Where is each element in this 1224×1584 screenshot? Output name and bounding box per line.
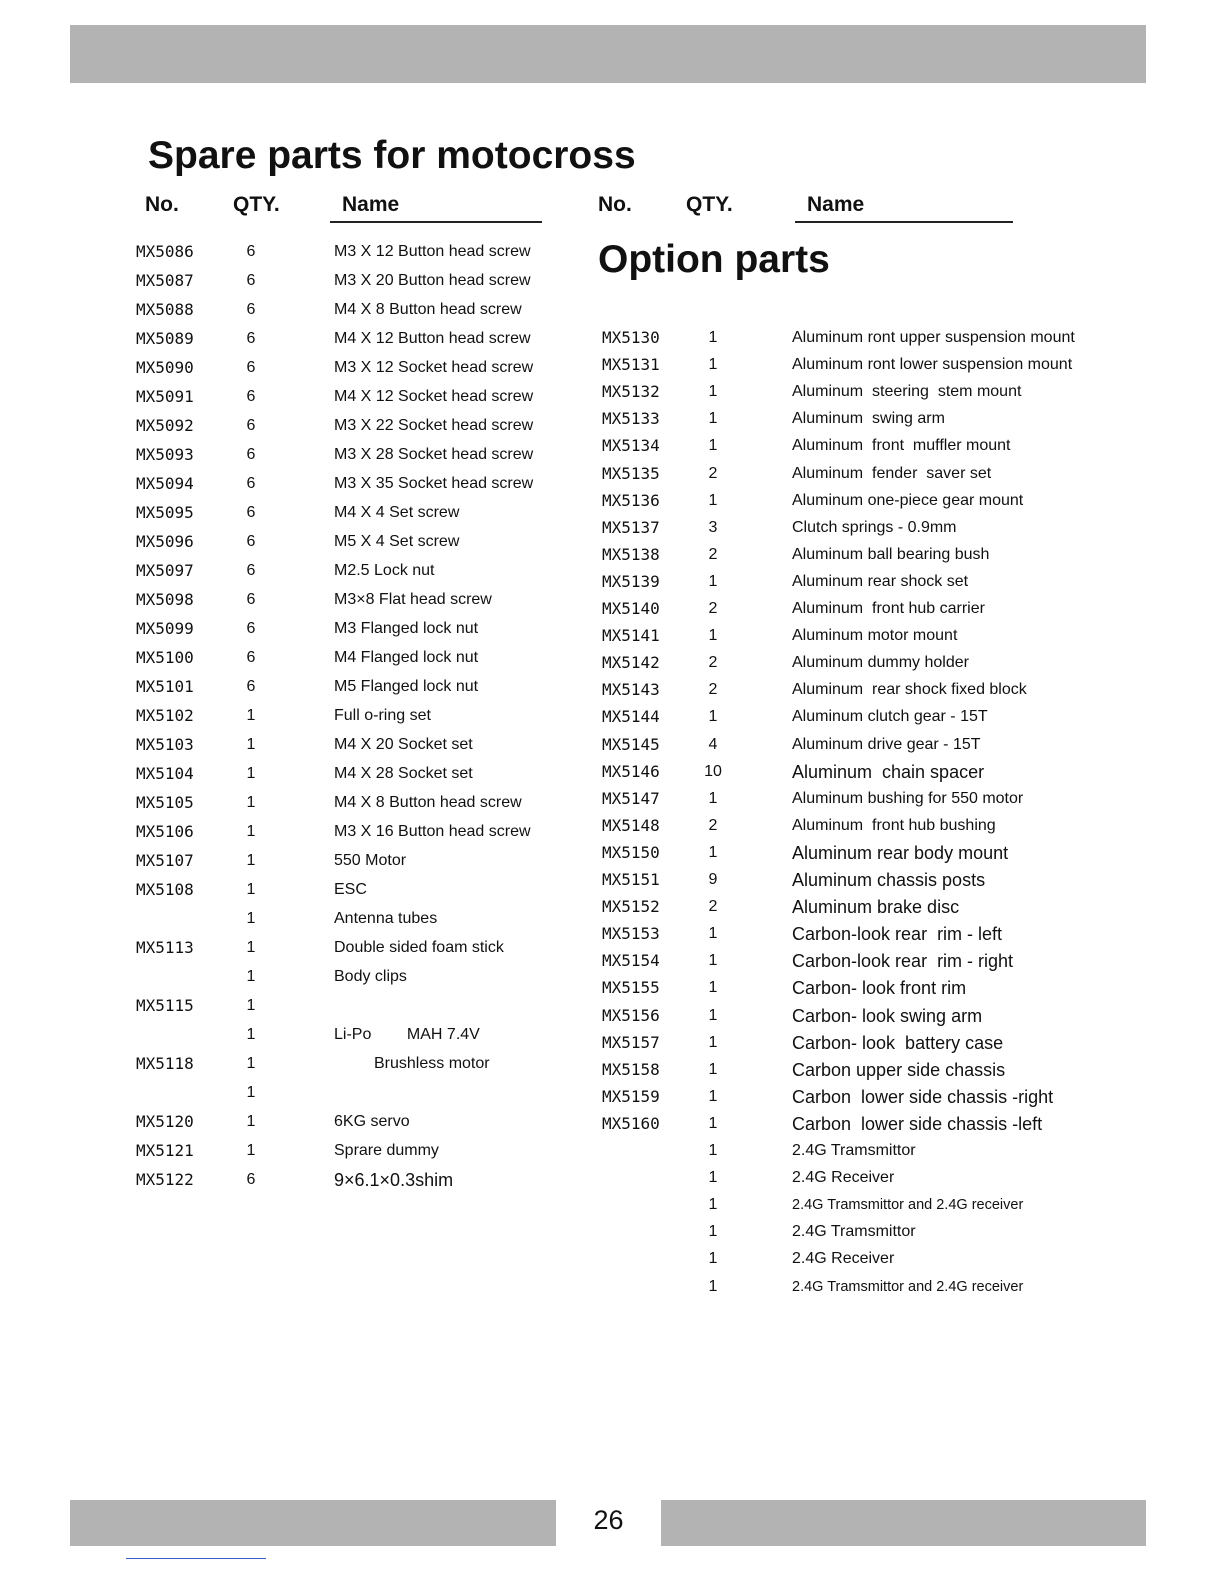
page-number: 26 [593, 1505, 624, 1535]
part-name: Aluminum swing arm [792, 410, 945, 428]
part-name: Aluminum brake disc [792, 897, 960, 918]
part-name: Aluminum chain spacer [792, 761, 985, 782]
part-quantity: 1 [246, 794, 256, 811]
option-part-row [602, 949, 1122, 973]
spare-part-row [136, 501, 656, 525]
part-name: M5 X 4 Set screw [334, 533, 460, 550]
part-quantity: 6 [246, 475, 256, 492]
part-number: MX5097 [136, 561, 194, 580]
part-quantity: 4 [708, 735, 718, 753]
part-quantity: 2 [708, 816, 718, 834]
part-number: MX5087 [136, 271, 194, 290]
part-number: MX5107 [136, 851, 194, 870]
part-number: MX5135 [602, 463, 660, 483]
part-quantity: 6 [246, 272, 256, 289]
part-name: Aluminum ront upper suspension mount [792, 329, 1075, 346]
part-number: MX5106 [136, 822, 194, 841]
part-quantity: 1 [708, 383, 718, 401]
part-number: MX5100 [136, 648, 194, 667]
part-quantity: 1 [708, 1114, 718, 1132]
spare-part-row [136, 762, 656, 786]
part-number: MX5148 [602, 815, 660, 835]
part-quantity: 1 [708, 789, 718, 807]
part-number: MX5089 [136, 329, 194, 348]
part-name: Aluminum motor mount [792, 627, 958, 645]
option-part-row [602, 1247, 1122, 1271]
part-number: MX5154 [602, 951, 660, 971]
part-name: Carbon- look front rim [792, 978, 967, 999]
part-name: M4 X 8 Button head screw [334, 794, 522, 811]
part-quantity: 1 [246, 968, 256, 985]
part-number: MX5157 [602, 1032, 660, 1052]
option-part-row [602, 814, 1122, 838]
spare-part-row [136, 733, 656, 757]
part-name: Carbon lower side chassis -left [792, 1113, 1043, 1134]
part-number: MX5143 [602, 680, 660, 700]
part-quantity: 2 [708, 654, 718, 672]
part-quantity: 2 [708, 898, 718, 916]
part-name: M3 X 20 Button head screw [334, 272, 531, 289]
part-quantity: 1 [708, 1087, 718, 1105]
option-part-row [602, 543, 1122, 567]
part-number: MX5103 [136, 735, 194, 754]
part-name: Carbon lower side chassis -right [792, 1086, 1054, 1107]
part-name: Aluminum front hub bushing [792, 816, 996, 834]
part-quantity: 6 [246, 620, 256, 637]
option-part-row [602, 434, 1122, 458]
part-name: Aluminum dummy holder [792, 654, 969, 672]
part-quantity: 1 [708, 1006, 718, 1024]
part-quantity: 6 [246, 504, 256, 521]
part-number: MX5099 [136, 619, 194, 638]
part-name: 550 Motor [334, 852, 407, 869]
part-name: Carbon-look rear rim - left [792, 924, 1003, 945]
part-name: Aluminum ball bearing bush [792, 545, 990, 563]
right-header-name: Name [807, 193, 865, 216]
part-name: Aluminum one-piece gear mount [792, 491, 1024, 509]
part-quantity: 1 [246, 1026, 256, 1043]
part-number: MX5121 [136, 1141, 194, 1160]
part-name: Double sided foam stick [334, 939, 504, 956]
part-quantity: 6 [246, 533, 256, 550]
part-quantity: 10 [704, 762, 722, 780]
part-number: MX5144 [602, 707, 660, 727]
part-name: Antenna tubes [334, 910, 438, 927]
part-number: MX5098 [136, 590, 194, 609]
spare-part-row [136, 588, 656, 612]
part-number: MX5090 [136, 358, 194, 377]
spare-part-row [136, 1081, 656, 1105]
part-number: MX5101 [136, 677, 194, 696]
part-quantity: 1 [246, 939, 256, 956]
option-part-row [602, 624, 1122, 648]
spare-part-row [136, 1052, 656, 1076]
part-number: MX5091 [136, 387, 194, 406]
part-number: MX5086 [136, 242, 194, 261]
part-name: Carbon-look rear rim - right [792, 951, 1014, 972]
part-number: MX5160 [602, 1113, 660, 1133]
part-quantity: 1 [708, 491, 718, 509]
part-name: Aluminum front muffler mount [792, 437, 1011, 455]
part-number: MX5151 [602, 870, 660, 889]
part-quantity: 1 [708, 410, 718, 428]
spare-part-row [136, 791, 656, 815]
part-number: MX5102 [136, 706, 194, 725]
part-name: M4 X 12 Socket head screw [334, 388, 534, 405]
part-name: Sprare dummy [334, 1142, 439, 1159]
part-quantity: 1 [708, 1277, 718, 1295]
part-name: Aluminum fender saver set [792, 464, 992, 482]
part-number: MX5120 [136, 1112, 194, 1131]
right-header-rule [795, 221, 1013, 223]
part-number: MX5147 [602, 788, 660, 808]
part-number: MX5092 [136, 416, 194, 435]
part-number: MX5118 [136, 1054, 194, 1073]
part-quantity: 1 [246, 852, 256, 869]
part-number: MX5158 [602, 1059, 660, 1079]
part-name: M3 X 35 Socket head screw [334, 475, 534, 492]
part-name: M3 X 12 Socket head screw [334, 359, 534, 376]
spare-part-row [136, 907, 656, 931]
part-number: MX5139 [602, 571, 660, 591]
part-name: Full o-ring set [334, 707, 431, 724]
footer-link-underline [126, 1558, 266, 1559]
spare-part-row [136, 559, 656, 583]
part-quantity: 1 [246, 736, 256, 753]
part-quantity: 6 [246, 446, 256, 463]
part-quantity: 6 [246, 649, 256, 666]
part-number: MX5140 [602, 599, 660, 618]
part-quantity: 6 [246, 591, 256, 608]
option-part-row [602, 868, 1122, 892]
part-name: Aluminum chassis posts [792, 870, 986, 890]
part-quantity: 1 [708, 925, 718, 943]
part-name: Li-Po MAH 7.4V [334, 1026, 480, 1043]
left-header-name: Name [342, 193, 400, 216]
part-name: M4 X 4 Set screw [334, 504, 460, 521]
part-name: Aluminum steering stem mount [792, 383, 1022, 401]
part-quantity: 6 [246, 1171, 256, 1188]
option-part-row [602, 841, 1122, 865]
option-parts-title: Option parts [598, 238, 830, 281]
part-number: MX5105 [136, 793, 194, 812]
part-quantity: 6 [246, 301, 256, 318]
part-quantity: 1 [246, 997, 256, 1014]
part-name: M4 X 8 Button head screw [334, 301, 522, 318]
part-number: MX5115 [136, 996, 194, 1015]
option-part-row [602, 1085, 1122, 1109]
spare-part-row [136, 414, 656, 438]
part-number: MX5104 [136, 764, 194, 783]
part-quantity: 1 [708, 1196, 718, 1214]
part-quantity: 1 [708, 843, 718, 861]
option-part-row [602, 1220, 1122, 1244]
part-name: M3 X 22 Socket head screw [334, 417, 534, 434]
option-part-row [602, 787, 1122, 811]
spare-part-row [136, 269, 656, 293]
part-quantity: 1 [708, 979, 718, 997]
part-quantity: 6 [246, 388, 256, 405]
part-name: M4 Flanged lock nut [334, 649, 479, 666]
header-band [70, 25, 1146, 83]
part-quantity: 1 [246, 823, 256, 840]
part-quantity: 6 [246, 243, 256, 260]
part-name: Carbon- look battery case [792, 1032, 1004, 1053]
option-part-row [602, 922, 1122, 946]
right-header-no: No. [598, 193, 632, 216]
part-name: M3 X 12 Button head screw [334, 243, 531, 260]
spare-part-row [136, 675, 656, 699]
part-name: Aluminum bushing for 550 motor [792, 789, 1024, 807]
part-quantity: 1 [708, 572, 718, 590]
spare-part-row [136, 820, 656, 844]
option-part-row [602, 380, 1122, 404]
part-name: Aluminum clutch gear - 15T [792, 708, 988, 726]
spare-part-row [136, 965, 656, 989]
part-quantity: 1 [246, 1142, 256, 1159]
option-part-row [602, 895, 1122, 919]
part-name: ESC [334, 881, 367, 898]
part-number: MX5150 [602, 842, 660, 862]
part-name: 9×6.1×0.3shim [334, 1170, 454, 1190]
part-quantity: 6 [246, 330, 256, 347]
spare-part-row [136, 1139, 656, 1163]
option-part-row [602, 678, 1122, 702]
part-number: MX5122 [136, 1170, 194, 1189]
spare-part-row [136, 356, 656, 380]
part-quantity: 1 [708, 1223, 718, 1241]
option-part-row [602, 462, 1122, 486]
spare-part-row [136, 298, 656, 322]
part-number: MX5134 [602, 436, 660, 456]
part-name: Aluminum rear body mount [792, 842, 1009, 863]
part-quantity: 1 [246, 707, 256, 724]
part-number: MX5132 [602, 382, 660, 402]
part-name: Aluminum ront lower suspension mount [792, 356, 1073, 374]
part-name: Brushless motor [334, 1055, 490, 1072]
spare-part-row [136, 385, 656, 409]
part-number: MX5093 [136, 445, 194, 464]
part-name: Aluminum rear shock set [792, 572, 969, 590]
part-name: M2.5 Lock nut [334, 562, 435, 579]
part-name: Aluminum drive gear - 15T [792, 735, 981, 753]
option-part-row [602, 407, 1122, 431]
part-quantity: 1 [246, 1084, 256, 1101]
part-name: Carbon- look swing arm [792, 1005, 983, 1026]
option-part-row [602, 1004, 1122, 1028]
spare-part-row [136, 1110, 656, 1134]
part-number: MX5142 [602, 653, 660, 673]
part-name: M4 X 28 Socket set [334, 765, 473, 782]
part-number: MX5137 [602, 517, 660, 537]
part-name: Body clips [334, 968, 407, 985]
part-number: MX5130 [602, 328, 660, 347]
spare-part-row [136, 936, 656, 960]
part-name: 2.4G Tramsmittor and 2.4G receiver [792, 1278, 1024, 1295]
spare-part-row [136, 530, 656, 554]
footer-band-left [70, 1500, 556, 1546]
option-part-row [602, 1193, 1122, 1217]
option-part-row [602, 1139, 1122, 1163]
spare-part-row [136, 994, 656, 1018]
part-name: 2.4G Tramsmittor and 2.4G receiver [792, 1197, 1024, 1214]
part-quantity: 1 [708, 1169, 718, 1187]
part-number: MX5152 [602, 897, 660, 917]
part-number: MX5155 [602, 978, 660, 998]
part-number: MX5095 [136, 503, 194, 522]
part-quantity: 6 [246, 417, 256, 434]
option-part-row [602, 597, 1122, 621]
part-name: Aluminum front hub carrier [792, 600, 985, 617]
option-part-row [602, 705, 1122, 729]
option-part-row [602, 326, 1122, 350]
option-part-row [602, 1058, 1122, 1082]
part-name: M4 X 12 Button head screw [334, 330, 531, 347]
part-number: MX5088 [136, 300, 194, 319]
part-number: MX5113 [136, 938, 194, 957]
part-number: MX5136 [602, 490, 660, 510]
option-part-row [602, 1112, 1122, 1136]
part-name: M4 X 20 Socket set [334, 736, 473, 753]
option-part-row [602, 516, 1122, 540]
option-part-row [602, 733, 1122, 757]
part-number: MX5156 [602, 1005, 660, 1025]
part-quantity: 6 [246, 562, 256, 579]
part-quantity: 3 [708, 518, 718, 536]
part-quantity: 1 [708, 356, 718, 374]
option-part-row [602, 976, 1122, 1000]
part-quantity: 2 [708, 545, 718, 563]
part-quantity: 2 [708, 600, 718, 617]
part-quantity: 1 [708, 627, 718, 645]
part-number: MX5159 [602, 1086, 660, 1106]
part-name: M3 X 28 Socket head screw [334, 446, 534, 463]
option-part-row [602, 1031, 1122, 1055]
part-number: MX5141 [602, 626, 660, 646]
part-name: M3 X 16 Button head screw [334, 823, 531, 840]
part-number: MX5133 [602, 409, 660, 429]
left-header-qty: QTY. [233, 193, 280, 216]
part-quantity: 1 [246, 1055, 256, 1072]
part-number: MX5145 [602, 734, 660, 754]
spare-part-row [136, 878, 656, 902]
part-quantity: 1 [246, 765, 256, 782]
part-quantity: 1 [708, 437, 718, 455]
part-name: 2.4G Tramsmittor [792, 1142, 916, 1159]
page-title: Spare parts for motocross [148, 134, 636, 177]
option-part-row [602, 1166, 1122, 1190]
spare-part-row [136, 1023, 656, 1047]
part-number: MX5131 [602, 355, 660, 375]
spare-part-row [136, 704, 656, 728]
option-part-row [602, 760, 1122, 784]
part-quantity: 2 [708, 464, 718, 482]
part-name: M3×8 Flat head screw [334, 591, 492, 608]
part-number: MX5138 [602, 544, 660, 564]
part-quantity: 1 [708, 952, 718, 970]
part-quantity: 6 [246, 359, 256, 376]
part-quantity: 2 [708, 681, 718, 699]
spare-part-row [136, 849, 656, 873]
option-part-row [602, 1275, 1122, 1299]
part-quantity: 1 [708, 708, 718, 726]
right-header-qty: QTY. [686, 193, 733, 216]
spare-part-row [136, 327, 656, 351]
option-part-row [602, 570, 1122, 594]
part-quantity: 1 [708, 1060, 718, 1078]
part-name: M3 Flanged lock nut [334, 620, 479, 637]
option-part-row [602, 651, 1122, 675]
part-name: 2.4G Receiver [792, 1250, 895, 1268]
spare-part-row [136, 617, 656, 641]
spare-part-row [136, 443, 656, 467]
part-quantity: 1 [708, 329, 718, 346]
spare-part-row [136, 240, 656, 264]
part-quantity: 1 [708, 1250, 718, 1268]
part-quantity: 1 [246, 1113, 256, 1130]
footer-band-right [661, 1500, 1146, 1546]
part-name: 6KG servo [334, 1113, 410, 1130]
option-part-row [602, 353, 1122, 377]
part-number: MX5096 [136, 532, 194, 551]
part-quantity: 1 [708, 1033, 718, 1051]
part-number: MX5153 [602, 924, 660, 944]
part-quantity: 9 [708, 871, 718, 888]
option-part-row [602, 489, 1122, 513]
part-quantity: 1 [708, 1142, 718, 1159]
part-quantity: 6 [246, 678, 256, 695]
spare-part-row [136, 646, 656, 670]
spare-part-row [136, 472, 656, 496]
part-number: MX5146 [602, 761, 660, 781]
part-number: MX5094 [136, 474, 194, 493]
left-header-rule [330, 221, 542, 223]
part-number: MX5108 [136, 880, 194, 899]
part-name: Clutch springs - 0.9mm [792, 518, 957, 536]
spare-part-row [136, 1168, 656, 1192]
part-quantity: 1 [246, 910, 256, 927]
part-quantity: 1 [246, 881, 256, 898]
part-name: 2.4G Tramsmittor [792, 1223, 916, 1241]
left-header-no: No. [145, 193, 179, 216]
part-name: Aluminum rear shock fixed block [792, 681, 1027, 699]
part-name: Carbon upper side chassis [792, 1059, 1006, 1080]
part-name: 2.4G Receiver [792, 1169, 895, 1187]
part-name: M5 Flanged lock nut [334, 678, 479, 695]
